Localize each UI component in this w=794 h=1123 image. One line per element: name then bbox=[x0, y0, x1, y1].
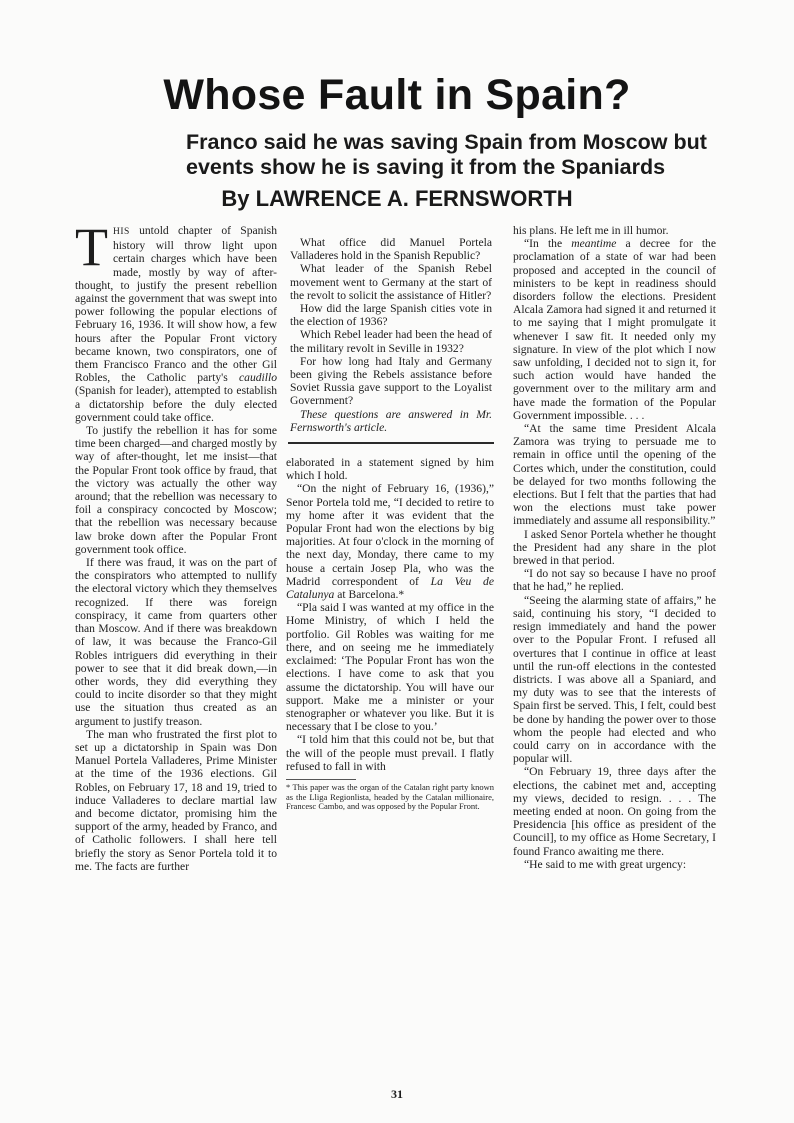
byline: By LAWRENCE A. FERNSWORTH bbox=[221, 186, 573, 211]
column-1 bbox=[75, 217, 277, 873]
subhead bbox=[186, 130, 707, 180]
quiz-note: These questions are answered in Mr. Fernsworth's article. bbox=[290, 407, 492, 434]
paragraph: “I told him that this could not be, but that the will of the people must prevail. I flatly refused to fall in with bbox=[286, 733, 494, 773]
quiz-box bbox=[288, 236, 494, 444]
footnote-divider bbox=[286, 779, 356, 780]
quiz-question: For how long had Italy and Germany been giving the Rebels assistance before Soviet Russia gave support to the Loyalist Government? bbox=[290, 354, 492, 408]
paragraph: The man who frustrated the first plot to set up a dictatorship in Spain was Don Manuel Portela Valladeres, Prime Minister at the time of the 1936 elections. Gil Robles, on February 17, 18 and 19, tried to induce Valladeres to declare martial law and become dictator, promising him the support of the army, headed by Franco, and of Catholic followers. I shall here tell briefly the story as Senor Portela told it to me. The facts are further bbox=[75, 727, 277, 873]
drop-cap: T bbox=[75, 217, 108, 277]
paragraph: “Seeing the alarming state of affairs,” he said, continuing his story, “I decided to resign immediately and hand the power over to the Popular Front. I refused all overtures that I continue in office at least until the run-off elections in the contested districts. I was above all a Spaniard, and my duty was to see that the interests of Spain first be served. This, I felt, could best be done by handing the power over to those whom the people had elected and who could carry on in accordance with the popular will. bbox=[513, 593, 716, 766]
subhead-line-1: Franco said he was saving Spain from Moscow but bbox=[186, 130, 707, 154]
quiz-question: What leader of the Spanish Rebel movement went to Germany at the start of the revolt to solicit the assistance of Hitler? bbox=[290, 262, 492, 302]
quiz-question: Which Rebel leader had been the head of the military revolt in Seville in 1932? bbox=[290, 328, 492, 355]
paragraph: To justify the rebellion it has for some time been charged—and charged mostly by way of after-thought, let me insist—that the Popular Front took office by fraud, that the victory was actually the other way around; that the rebellion was necessary to foil a conspiracy concocted by Moscow; that the rebellion was necessary because law broke down after the Popular Front government took office. bbox=[75, 424, 277, 556]
column-2-body bbox=[286, 456, 494, 773]
quiz-question: How did the large Spanish cities vote in the election of 1936? bbox=[290, 302, 492, 329]
paragraph-text: a decree for the proclamation of a state of war had been proposed and accepted in the council of ministers to be kept in readiness should disorders follow the elections. President Alcala Zamora had signed it and returned it to me saying that I might promulgate it whenever I saw fit. It needed only my signature. In view of the plot which I now saw unfolding, I decided not to sign it, for such action would have handed the government over to the military arm and have made the formation of the Popular Government impossible. . . . bbox=[513, 237, 716, 422]
paragraph bbox=[513, 237, 716, 422]
subhead-line-2: events show he is saving it from the Spaniards bbox=[186, 155, 666, 179]
paragraph-text: (Spanish for leader), attempted to establish a dictatorship before the duly elected government could take office. bbox=[75, 384, 277, 424]
paragraph bbox=[286, 482, 494, 601]
paragraph: “At the same time President Alcala Zamora was trying to persuade me to remain in office until the opening of the Cortes which, under the constitution, could be delayed for two months following the elections. But I felt that the parties that had won the elections must take power immediately and assume all responsibility.” bbox=[513, 422, 716, 528]
italic-term: caudillo bbox=[239, 371, 277, 385]
headline: Whose Fault in Spain? bbox=[163, 71, 631, 119]
paragraph: I asked Senor Portela whether he thought the President had any share in the plot brewed in that period. bbox=[513, 527, 716, 568]
paragraph: “Pla said I was wanted at my office in the Home Ministry, of which I held the portfolio. Gil Robles was waiting for me there, and on seeing me he immediately exclaimed: ‘The Popular Front has won the elections. I have come to ask that you assume the dictatorship. You will have our support. Make me a minister or your stenographer or whatever you like. But it is necessary that I be close to you.’ bbox=[286, 601, 494, 734]
paragraph-text: at Barcelona.* bbox=[334, 588, 405, 602]
paragraph bbox=[75, 217, 277, 424]
paragraph-text: “In the bbox=[524, 237, 572, 251]
paragraph: “I do not say so because I have no proof that he had,” he replied. bbox=[513, 567, 716, 594]
paragraph: If there was fraud, it was on the part of the conspirators who attempted to nullify the electoral victory which they themselves recognized. If there was foreign conspiracy, it came from quarters other than Moscow. And if there was breakdown of law, it was because the Franco-Gil Robles intriguers did everything in their power to see that it did break down,—in other words, they did everything they could to incite disorder so that they might use the situation thus created as an argument to justify treason. bbox=[75, 556, 277, 728]
paragraph-text: untold chapter of Spanish history will throw light upon certain charges which have been made, mostly by way of after-thought, to justify the present rebellion against the government that was swept into power following the popular elections of February 16, 1936. It will show how, a few hours after the Popular Front victory became known, two conspirators, one of them Francisco Franco and the other Gil Robles, the Catholic party's bbox=[75, 224, 277, 385]
paragraph: “On February 19, three days after the elections, the cabinet met and, accepting my views, decided to resign. . . . The meeting ended at noon. On going from the Presidencia [his office as president of the Council], to my office as Home Secretary, I found Franco awaiting me there. bbox=[513, 765, 716, 858]
paragraph: “He said to me with great urgency: bbox=[524, 857, 687, 871]
footnote: * This paper was the organ of the Catalan right party known as the Lliga Regionlista, headed by the Catalan millionaire, Francesc Cambo, and was opposed by the Popular Front. bbox=[286, 781, 494, 812]
newspaper-title: La Veu de Catalunya bbox=[286, 574, 494, 602]
column-3 bbox=[513, 224, 716, 871]
column-2 bbox=[286, 224, 494, 812]
quiz-question: What office did Manuel Portela Valladeres hold in the Spanish Republic? bbox=[290, 236, 492, 263]
italic-word: meantime bbox=[571, 237, 617, 251]
paragraph: elaborated in a statement signed by him which I hold. bbox=[286, 456, 494, 483]
paragraph: his plans. He left me in ill humor. bbox=[513, 224, 669, 237]
paragraph-text: “On the night of February 16, (1936),” Senor Portela told me, “I decided to retire to my home after it was evident that the Popular Front had won the elections by big majorities. At four o'clock in the morning of the next day, Monday, there came to my house a certain Josep Pla, who was the Madrid correspondent of bbox=[286, 482, 494, 588]
page-number: 31 bbox=[391, 1087, 403, 1101]
lead-small-caps: HIS bbox=[113, 227, 130, 237]
